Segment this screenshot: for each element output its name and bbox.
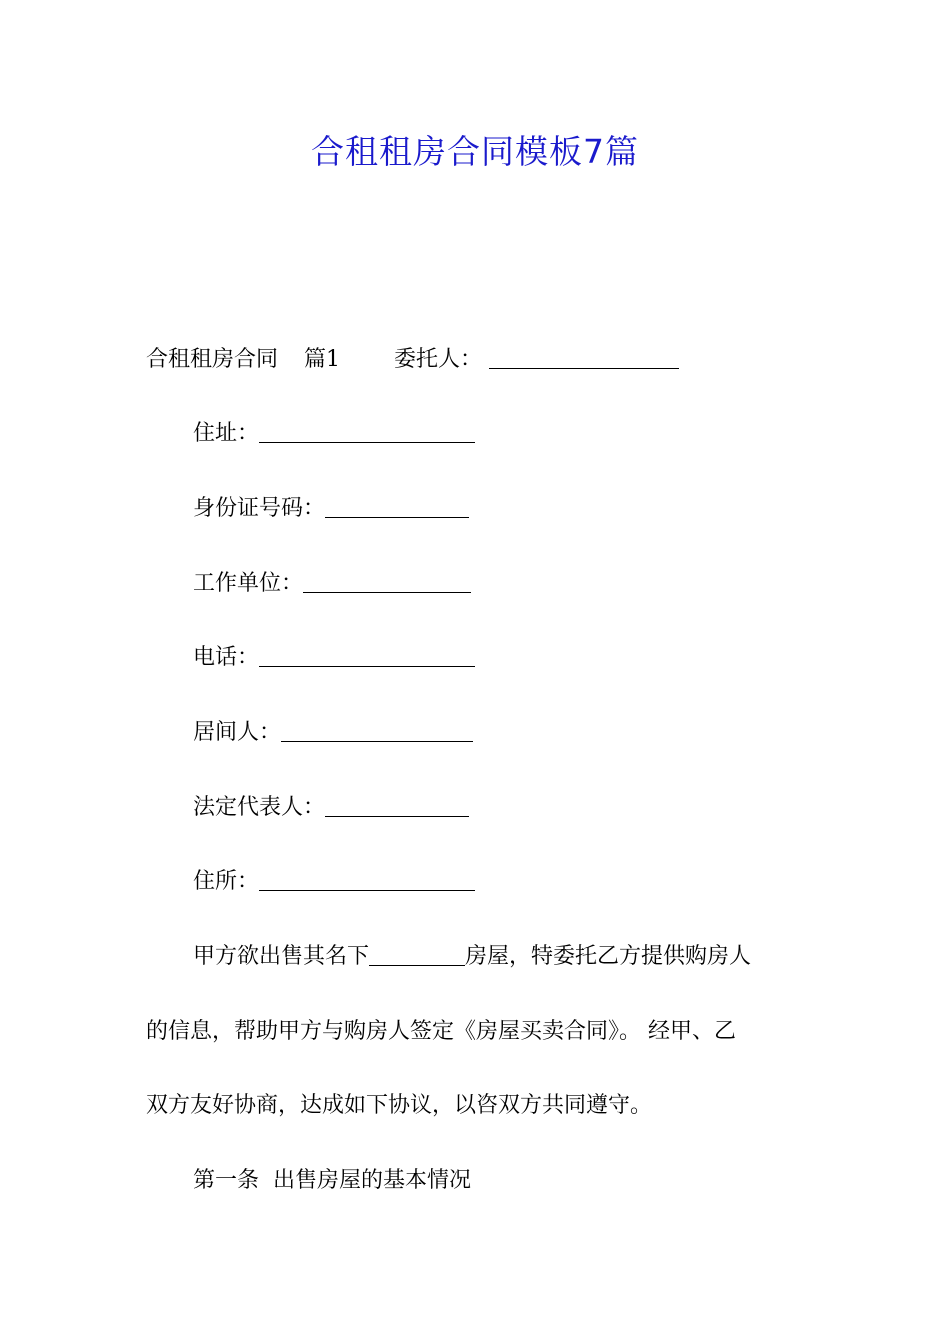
legal-rep-label: 法定代表人： xyxy=(193,795,326,820)
address-label: 住址： xyxy=(193,421,260,446)
id-number-blank xyxy=(325,497,469,518)
phone-label: 电话： xyxy=(193,645,260,670)
principal-label: 委托人： xyxy=(394,347,483,372)
document-title: 合租租房合同模板7篇 xyxy=(311,132,639,171)
article-1-heading: 第一条 出售房屋的基本情况 xyxy=(193,1168,471,1193)
phone-line xyxy=(193,642,475,674)
work-unit-label: 工作单位： xyxy=(193,571,304,596)
intermediary-line xyxy=(193,717,473,749)
header-line xyxy=(146,344,679,376)
legal-rep-blank xyxy=(325,796,469,817)
paragraph-line-3: 双方友好协商，达成如下协议，以咨双方共同遵守。 xyxy=(146,1093,653,1118)
work-unit-blank xyxy=(303,572,471,593)
id-number-line xyxy=(193,493,469,525)
paragraph-line-1 xyxy=(193,941,751,973)
residence-line xyxy=(193,866,475,898)
work-unit-line xyxy=(193,568,471,600)
property-blank xyxy=(369,945,465,966)
id-number-label: 身份证号码： xyxy=(193,496,326,521)
section-label: 合租租房合同 xyxy=(146,347,279,372)
principal-blank xyxy=(489,348,679,369)
phone-blank xyxy=(259,646,475,667)
residence-label: 住所： xyxy=(193,869,260,894)
address-blank xyxy=(259,422,475,443)
section-number: 篇1 xyxy=(304,347,341,372)
intermediary-label: 居间人： xyxy=(193,720,282,745)
residence-blank xyxy=(259,870,475,891)
paragraph-line-2: 的信息，帮助甲方与购房人签定《房屋买卖合同》。 经甲、乙 xyxy=(146,1019,736,1044)
paragraph-line-1-end: 房屋，特委托乙方提供购房人 xyxy=(465,944,752,969)
intermediary-blank xyxy=(281,721,473,742)
address-line xyxy=(193,418,475,450)
paragraph-line-1-start: 甲方欲出售其名下 xyxy=(193,944,370,969)
legal-rep-line xyxy=(193,792,469,824)
